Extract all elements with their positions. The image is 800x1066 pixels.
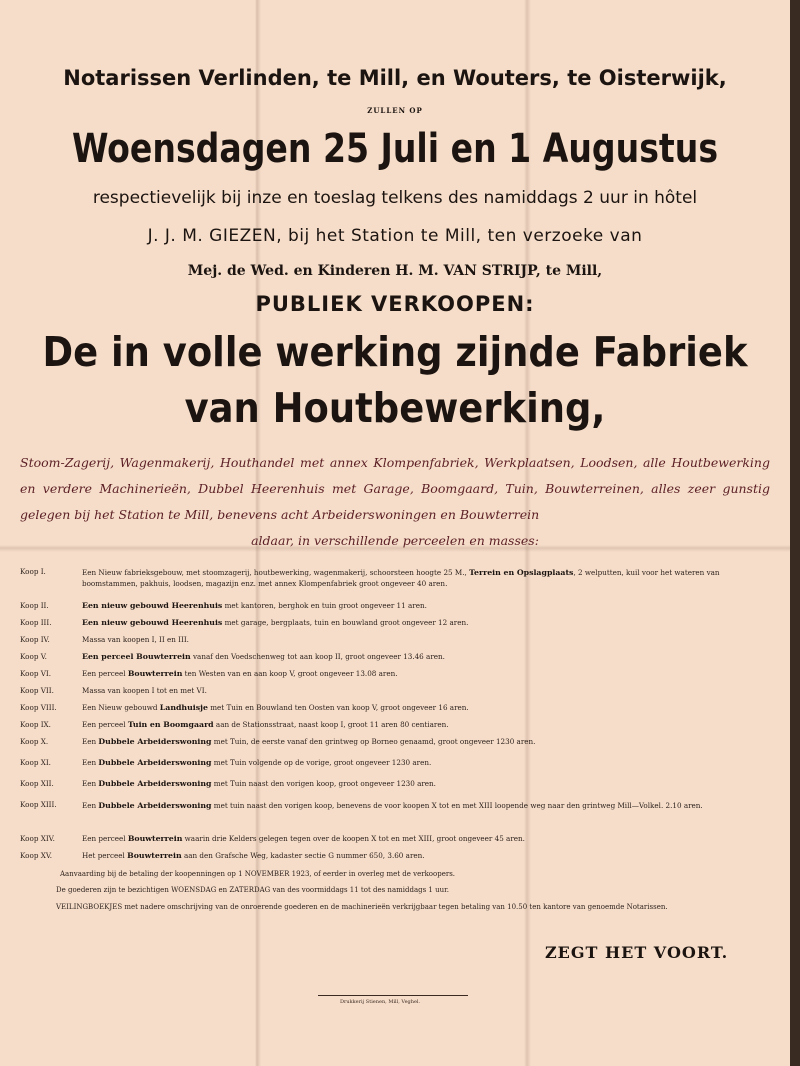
lot-text-post: aan de Stationsstraat, naast koop I, groot 11 aren 80 centiaren. [213,720,449,729]
property-description [20,450,770,554]
description-tail: aldaar, in verschillende perceelen en masses: [251,533,539,548]
lot-text-post: met kantoren, berghok en tuin groot ongeveer 11 aren. [222,601,427,610]
lot-description [82,686,762,695]
lot-description [82,720,762,729]
lots-list [20,563,770,864]
lot-description [82,669,762,678]
lot-description [82,652,762,661]
lot-text-post: met Tuin volgende op de vorige, groot ongeveer 1230 aren. [211,758,432,767]
lot-description [82,800,762,811]
lot-text-pre: Een [82,801,99,810]
lot-text-bold: Bouwterrein [127,834,183,843]
printer-credit: Drukkerij Stienen, Mill, Veghel. [340,999,421,1005]
lot-text-post: vanaf den Voedschenweg tot aan koop II, groot ongeveer 13.46 aren. [190,652,445,661]
lot-number: Koop XII. [20,779,54,788]
lot-text-bold: Dubbele Arbeiderswoning [98,801,212,810]
lot-row [20,847,770,864]
lot-text-post: met Tuin, de eerste vanaf den grintweg op Borneo genaamd, groot ongeveer 1230 aren. [211,737,536,746]
lot-row [20,699,770,716]
lot-text-post: met Tuin en Bouwland ten Oosten van koop V, groot ongeveer 16 aren. [207,703,469,712]
lot-text-pre: Massa van koopen I, II en III. [82,635,189,644]
note-aanvaarding: Aanvaarding bij de betaling der koopenningen op 1 NOVEMBER 1923, of eerder in overleg met de verkoopers. [60,870,456,878]
lot-text-bold: Bouwterrein [127,851,182,860]
lot-row [20,716,770,733]
lot-number: Koop VI. [20,669,52,678]
lot-text-bold: Dubbele Arbeiderswoning [98,758,212,767]
note-bezichtigen: De goederen zijn te bezichtigen WOENSDAG en ZATERDAG van des voormiddags 11 tot des namiddags 1 uur. [56,886,449,894]
lot-row [20,733,770,754]
lot-number: Koop VIII. [20,703,57,712]
notaries-line: Notarissen Verlinden, te Mill, en Wouters, te Oisterwijk, [63,66,727,90]
lot-text-post: waarin drie Kelders gelegen tegen over de koopen X tot en met XIII, groot ongeveer 45 aren. [182,834,525,843]
lot-description [82,851,762,860]
lot-text-pre: Een perceel [82,834,128,843]
lot-text-bold: Terrein en Opslagplaats [469,568,574,577]
lot-row [20,830,770,847]
lot-text-pre: Een perceel [82,720,128,729]
time-location-line: respectievelijk bij inze en toeslag telkens des namiddags 2 uur in hôtel [92,188,698,208]
lot-row [20,665,770,682]
lot-text-pre: Een [82,758,99,767]
lot-text-bold: Tuin en Boomgaard [127,720,214,729]
lot-text-pre: Een perceel [82,669,128,678]
lot-text-post: met tuin naast den vorigen koop, benevens de voor koopen X tot en met XIII loopende weg naar den grintweg Mill—Volkel. 2.10 aren. [211,801,703,810]
lot-description [82,737,762,746]
lot-description [82,779,762,788]
lot-text-pre: Een Nieuw fabrieksgebouw, met stoomzagerij, houtbewerking, wagenmakerij, schoorsteen hoogte 25 M., [82,568,470,577]
lot-text-post: , 2 welputten, kuil voor het wateren van boomstammen, pakhuis, loodsen, magazijn enz. met annex Klompenfabriek groot ongeveer 40 aren. [82,568,720,588]
lot-number: Koop II. [20,601,49,610]
lot-number: Koop XV. [20,851,53,860]
note-veilingboekjes: VEILINGBOEKJES met nadere omschrijving van de onroerende goederen en de machinerieën verkrijgbaar tegen betaling van 10.50 ten kantore van genoemde Notarissen. [56,903,668,911]
main-title-line1: De in volle werking zijnde Fabriek [42,328,748,376]
lot-text-post: ten Westen van en aan koop V, groot ongeveer 13.08 aren. [182,669,398,678]
lot-row [20,682,770,699]
lot-row [20,563,770,597]
lot-text-bold: Bouwterrein [127,669,183,678]
lot-number: Koop VII. [20,686,54,695]
lot-row [20,597,770,614]
lot-text-bold: Dubbele Arbeiderswoning [98,737,212,746]
lot-row [20,775,770,796]
hotel-line: J. J. M. GIEZEN, bij het Station te Mill, ten verzoeke van [147,226,643,246]
lot-text-pre: Een [82,737,99,746]
lot-text-pre: Massa van koopen I tot en met VI. [82,686,207,695]
publiek-verkoopen-heading: PUBLIEK VERKOOPEN: [255,292,535,316]
lot-number: Koop III. [20,618,52,627]
lot-row [20,631,770,648]
lot-number: Koop XIV. [20,834,55,843]
lot-text-bold: Landhuisje [159,703,208,712]
requester-line: Mej. de Wed. en Kinderen H. M. VAN STRIJP, te Mill, [187,263,603,279]
lot-text-bold: Dubbele Arbeiderswoning [98,779,212,788]
lot-text-post: met Tuin naast den vorigen koop, groot ongeveer 1230 aren. [211,779,436,788]
lot-description [82,635,762,644]
lot-text-pre: Een [82,779,99,788]
lot-description [82,618,762,627]
lot-text-pre: Het perceel [82,851,128,860]
lot-number: Koop X. [20,737,49,746]
lot-row [20,754,770,775]
lot-number: Koop IX. [20,720,51,729]
zullen-op-line: ZULLEN OP [367,106,423,115]
lot-text-pre: Een Nieuw gebouwd [82,703,160,712]
lot-number: Koop XI. [20,758,51,767]
lot-number: Koop XIII. [20,800,57,809]
main-title-line2: van Houtbewerking, [184,384,606,432]
lot-description [82,601,762,610]
lot-description [82,703,762,712]
description-text: Stoom-Zagerij, Wagenmakerij, Houthandel met annex Klompenfabriek, Werkplaatsen, Loodsen, alle Houtbewerking en verdere Machinerieën, Dubbel Heerenhuis met Garage, Boomgaard, Tuin, Bouwterreinen, alles zeer gunstig gelegen bij het Station te Mill, benevens acht Arbeiderswoningen en Bouwterrein [20,455,770,522]
lot-text-bold: Een nieuw gebouwd Heerenhuis [82,618,223,627]
lot-row [20,648,770,665]
lot-text-bold: Een nieuw gebouwd Heerenhuis [82,601,223,610]
lot-number: Koop IV. [20,635,50,644]
lot-description [82,834,762,843]
zegt-het-voort: ZEGT HET VOORT. [545,943,729,962]
lot-description [82,567,762,589]
lot-number: Koop I. [20,567,46,576]
lot-number: Koop V. [20,652,47,661]
printer-divider [318,995,468,996]
lot-text-bold: Een perceel Bouwterrein [82,652,191,661]
lot-text-post: met garage, bergplaats, tuin en bouwland groot ongeveer 12 aren. [222,618,469,627]
lot-row [20,796,770,830]
lot-text-post: aan den Grafsche Weg, kadaster sectie G nummer 650, 3.60 aren. [181,851,425,860]
auction-dates-headline: Woensdagen 25 Juli en 1 Augustus [71,126,719,172]
lot-description [82,758,762,767]
lot-row [20,614,770,631]
